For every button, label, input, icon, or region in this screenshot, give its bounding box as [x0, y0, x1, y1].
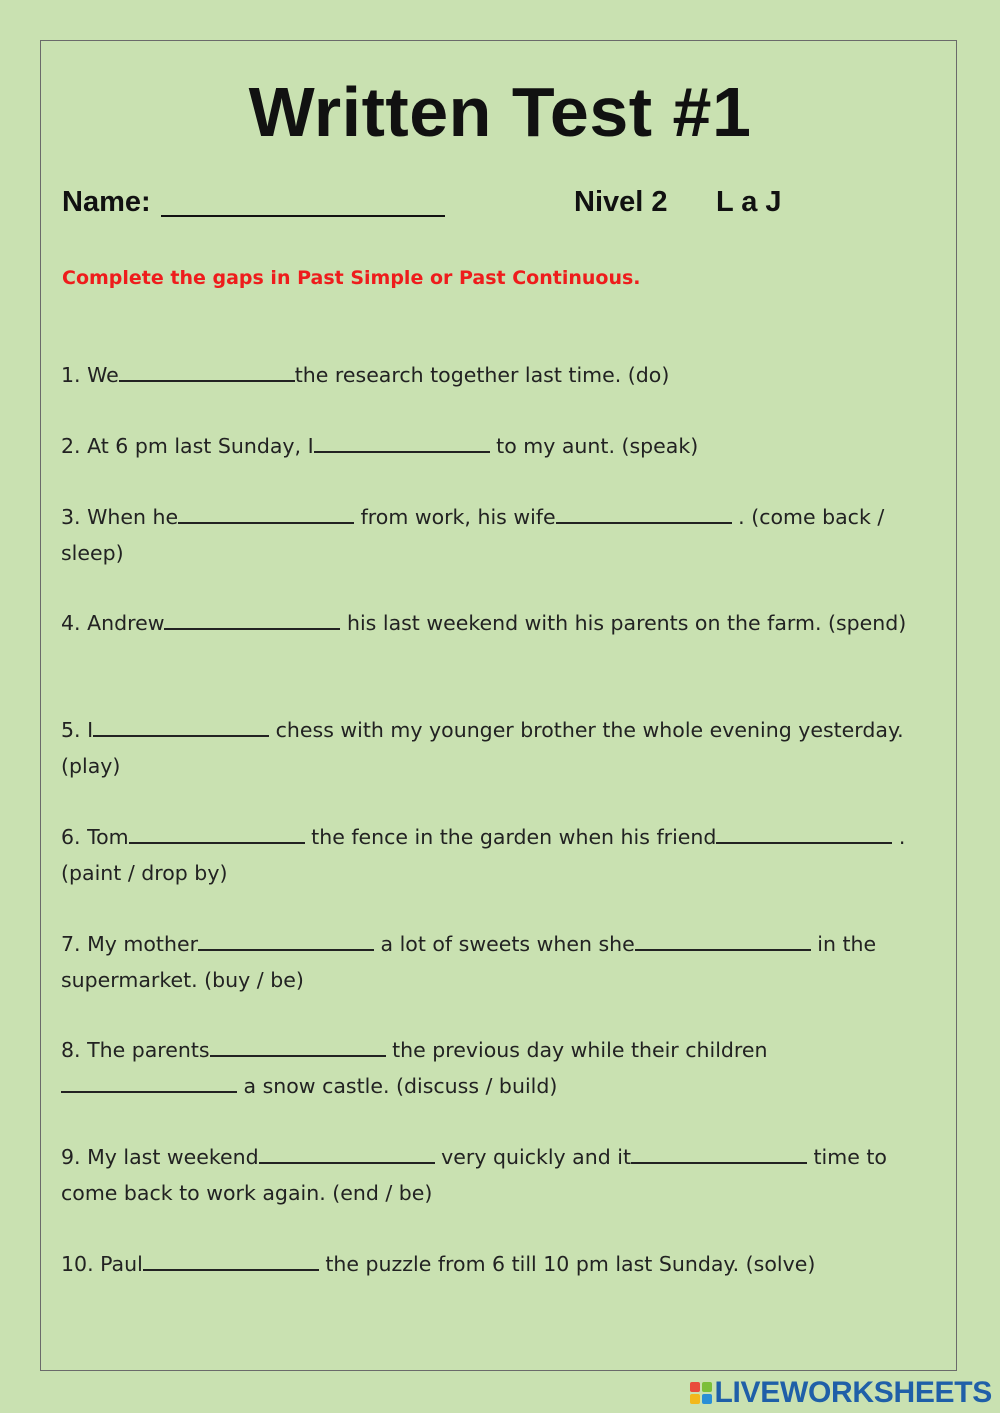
exercise-text: the fence in the garden when his friend [304, 825, 717, 849]
answer-blank[interactable] [93, 713, 269, 737]
liveworksheets-logo-icon [690, 1382, 712, 1404]
answer-blank[interactable] [119, 358, 295, 382]
exercise-text: 8. The parents [61, 1038, 210, 1062]
exercise-4 [61, 605, 936, 641]
logo-square [690, 1382, 700, 1392]
exercise-9 [61, 1139, 936, 1211]
exercise-text: 1. We [61, 363, 119, 387]
exercise-text: 2. At 6 pm last Sunday, I [61, 434, 314, 458]
exercise-10 [61, 1246, 936, 1282]
exercise-text: from work, his wife [354, 505, 556, 529]
logo-square [690, 1394, 700, 1404]
answer-blank[interactable] [259, 1140, 435, 1164]
exercise-text: the research together last time. (do) [294, 363, 670, 387]
exercise-text: 9. My last weekend [61, 1145, 259, 1169]
exercise-text: a snow castle. (discuss / build) [237, 1074, 558, 1098]
page-title: Written Test #1 [248, 73, 752, 151]
exercise-3 [61, 499, 936, 571]
exercise-text: 5. I [61, 718, 94, 742]
exercise-5 [61, 712, 936, 784]
exercise-text: a lot of sweets when she [374, 932, 635, 956]
exercise-text: to my aunt. (speak) [489, 434, 699, 458]
exercise-8 [61, 1032, 936, 1104]
instructions: Complete the gaps in Past Simple or Past Continuous. [62, 267, 641, 289]
exercise-6 [61, 819, 936, 891]
exercise-2 [61, 428, 936, 464]
answer-blank[interactable] [635, 927, 811, 951]
liveworksheets-watermark [690, 1376, 993, 1410]
exercise-text: 4. Andrew [61, 611, 165, 635]
exercise-text: the puzzle from 6 till 10 pm last Sunday. (solve) [318, 1252, 816, 1276]
answer-blank[interactable] [178, 500, 354, 524]
logo-square [702, 1394, 712, 1404]
exercise-text: the previous day while their children [385, 1038, 768, 1062]
answer-blank[interactable] [210, 1033, 386, 1057]
answer-blank[interactable] [143, 1247, 319, 1271]
exercise-text: time to come back to work again. (end / be) [61, 1145, 887, 1205]
exercise-text: very quickly and it [434, 1145, 631, 1169]
level-label: Nivel 2 [574, 186, 668, 218]
name-label: Name: [62, 186, 151, 218]
exercise-text: 3. When he [61, 505, 179, 529]
exercise-text: 7. My mother [61, 932, 198, 956]
watermark-text: LIVEWORKSHEETS [714, 1376, 992, 1409]
answer-blank[interactable] [556, 500, 732, 524]
answer-blank[interactable] [198, 927, 374, 951]
name-blank-input[interactable] [161, 182, 445, 217]
group-label: L a J [716, 186, 782, 218]
exercise-1 [61, 357, 936, 393]
answer-blank[interactable] [164, 606, 340, 630]
answer-blank[interactable] [716, 820, 892, 844]
exercise-text: 10. Paul [61, 1252, 143, 1276]
answer-blank[interactable] [314, 429, 490, 453]
exercise-text: . (paint / drop by) [61, 825, 906, 885]
exercise-text: 6. Tom [61, 825, 129, 849]
exercise-text: chess with my younger brother the whole evening yesterday. (play) [61, 718, 904, 778]
exercise-text: . (come back / sleep) [61, 505, 885, 565]
answer-blank[interactable] [61, 1069, 237, 1093]
exercise-7 [61, 926, 936, 998]
logo-square [702, 1382, 712, 1392]
exercise-text: in the supermarket. (buy / be) [61, 932, 877, 992]
answer-blank[interactable] [631, 1140, 807, 1164]
answer-blank[interactable] [129, 820, 305, 844]
name-row [62, 182, 942, 222]
exercise-text: his last weekend with his parents on the farm. (spend) [340, 611, 907, 635]
